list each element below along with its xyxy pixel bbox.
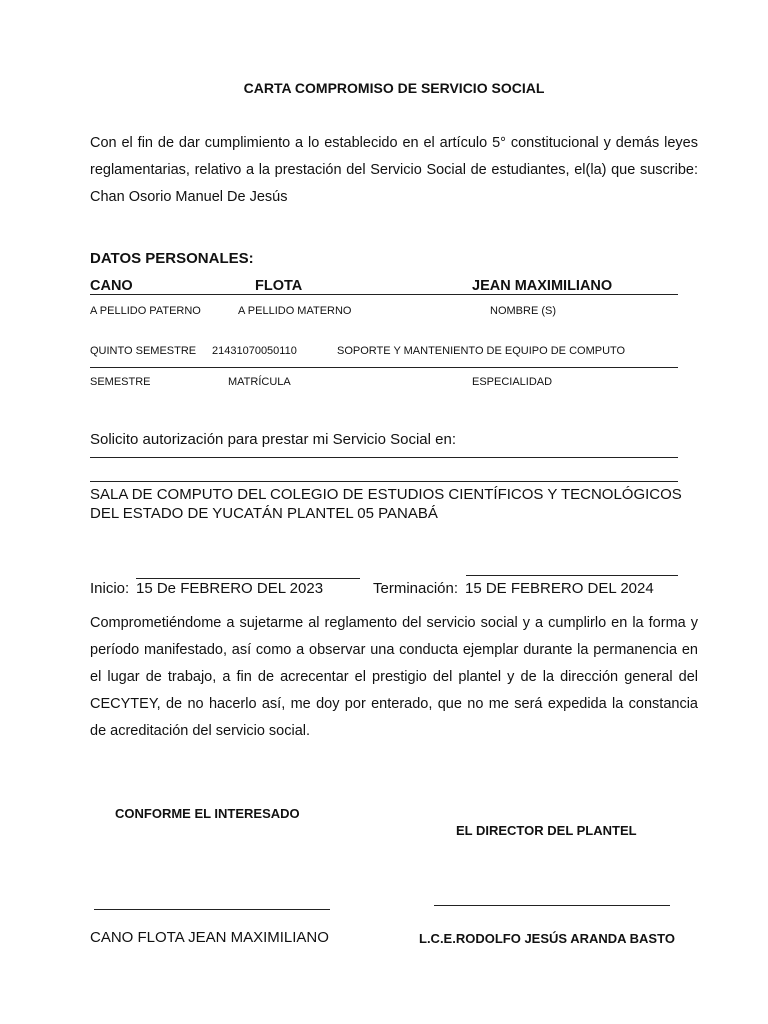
- start-date-value: 15 De FEBRERO DEL 2023: [136, 580, 324, 597]
- request-label: Solicito autorización para prestar mi Servicio Social en:: [90, 431, 456, 448]
- academic-underline: [90, 367, 678, 368]
- specialty-label: ESPECIALIDAD: [472, 376, 553, 388]
- enrollment-label: MATRÍCULA: [228, 376, 291, 388]
- end-date-label: Terminación:: [373, 580, 459, 597]
- enrollment-value: 21431070050110: [212, 345, 297, 357]
- names-underline: [90, 294, 678, 295]
- interested-name: CANO FLOTA JEAN MAXIMILIANO: [90, 929, 329, 946]
- start-date-line: [136, 578, 360, 579]
- maternal-surname-label: A PELLIDO MATERNO: [238, 305, 352, 317]
- maternal-surname-value: FLOTA: [255, 278, 303, 294]
- request-line-2: [90, 481, 678, 482]
- semester-value: QUINTO SEMESTRE: [90, 345, 197, 357]
- director-heading: EL DIRECTOR DEL PLANTEL: [456, 823, 637, 838]
- interested-signature-line: [94, 909, 330, 910]
- interested-heading: CONFORME EL INTERESADO: [115, 806, 300, 821]
- paternal-surname-label: A PELLIDO PATERNO: [90, 305, 201, 317]
- start-date-label: Inicio:: [90, 580, 130, 597]
- specialty-value: SOPORTE Y MANTENIENTO DE EQUIPO DE COMPUTO: [337, 345, 626, 357]
- intro-paragraph: Con el fin de dar cumplimiento a lo establecido en el artículo 5° constitucional y demás leyes reglamentarias, relativo a la prestación del Servicio Social de estudiantes, el(la) que suscribe: Chan Osorio Manuel De Jesús: [90, 135, 698, 205]
- given-names-value: JEAN MAXIMILIANO: [472, 278, 613, 294]
- document-title: CARTA COMPROMISO DE SERVICIO SOCIAL: [243, 80, 545, 96]
- end-date-line: [466, 575, 678, 576]
- personal-data-heading: DATOS PERSONALES:: [90, 250, 254, 267]
- director-name: L.C.E.RODOLFO JESÚS ARANDA BASTO: [419, 931, 675, 946]
- semester-label: SEMESTRE: [90, 376, 151, 388]
- request-line-1: [90, 457, 678, 458]
- director-signature-line: [434, 905, 670, 906]
- service-place: SALA DE COMPUTO DEL COLEGIO DE ESTUDIOS CIENTÍFICOS Y TECNOLÓGICOS DEL ESTADO DE YUCATÁN PLANTEL 05 PANABÁ: [90, 486, 682, 522]
- end-date-value: 15 DE FEBRERO DEL 2024: [465, 580, 654, 597]
- given-names-label: NOMBRE (S): [490, 305, 556, 317]
- commitment-paragraph: Comprometiéndome a sujetarme al reglamento del servicio social y a cumplirlo en la forma y período manifestado, así como a observar una conducta ejemplar durante la permanencia en el lugar de trabajo, a fin de acrecentar el prestigio del plantel y de la dirección general del CECYTEY, de no hacerlo así, me doy por enterado, que no me será expedida la constancia de acreditación del servicio social.: [90, 615, 698, 739]
- paternal-surname-value: CANO: [90, 278, 133, 294]
